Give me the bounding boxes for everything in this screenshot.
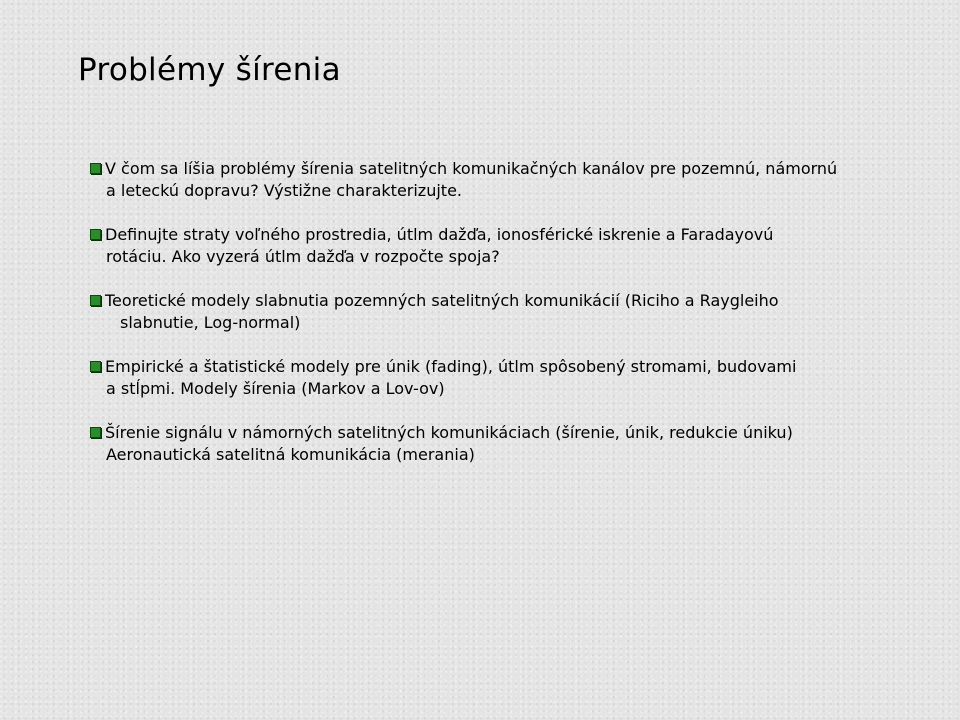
list-item-text: Teoretické modely slabnutia pozemných satelitných komunikácií (Riciho a Raygleiho — [105, 291, 779, 310]
slide-title: Problémy šírenia — [78, 52, 341, 88]
list-item-text: Empirické a štatistické modely pre únik (fading), útlm spôsobený stromami, budovami — [105, 357, 797, 376]
list-item — [90, 356, 890, 400]
list-item — [90, 158, 890, 202]
list-item — [90, 224, 890, 268]
bullet-list — [90, 158, 890, 488]
list-item-line-1 — [90, 356, 890, 378]
list-item-text: Šírenie signálu v námorných satelitných komunikáciach (šírenie, únik, redukcie úniku) — [105, 423, 793, 442]
list-item — [90, 422, 890, 466]
square-bullet-icon — [90, 361, 101, 372]
list-item-line-2: a leteckú dopravu? Výstižne charakterizujte. — [106, 181, 462, 200]
list-item-line-2: rotáciu. Ako vyzerá útlm dažďa v rozpočte spoja? — [106, 247, 500, 266]
list-item-line-1 — [90, 158, 890, 180]
list-item-line-2: Aeronautická satelitná komunikácia (merania) — [106, 445, 475, 464]
square-bullet-icon — [90, 427, 101, 438]
list-item-line-2: slabnutie, Log-normal) — [120, 313, 301, 332]
square-bullet-icon — [90, 295, 101, 306]
list-item-line-2: a stĺpmi. Modely šírenia (Markov a Lov-ov) — [106, 379, 445, 398]
list-item-text: Definujte straty voľného prostredia, útlm dažďa, ionosférické iskrenie a Faradayovú — [105, 225, 774, 244]
list-item — [90, 290, 890, 334]
list-item-line-1 — [90, 422, 890, 444]
list-item-text: V čom sa líšia problémy šírenia satelitných komunikačných kanálov pre pozemnú, námornú — [105, 159, 838, 178]
list-item-line-1 — [90, 224, 890, 246]
list-item-line-1 — [90, 290, 890, 312]
square-bullet-icon — [90, 163, 101, 174]
square-bullet-icon — [90, 229, 101, 240]
